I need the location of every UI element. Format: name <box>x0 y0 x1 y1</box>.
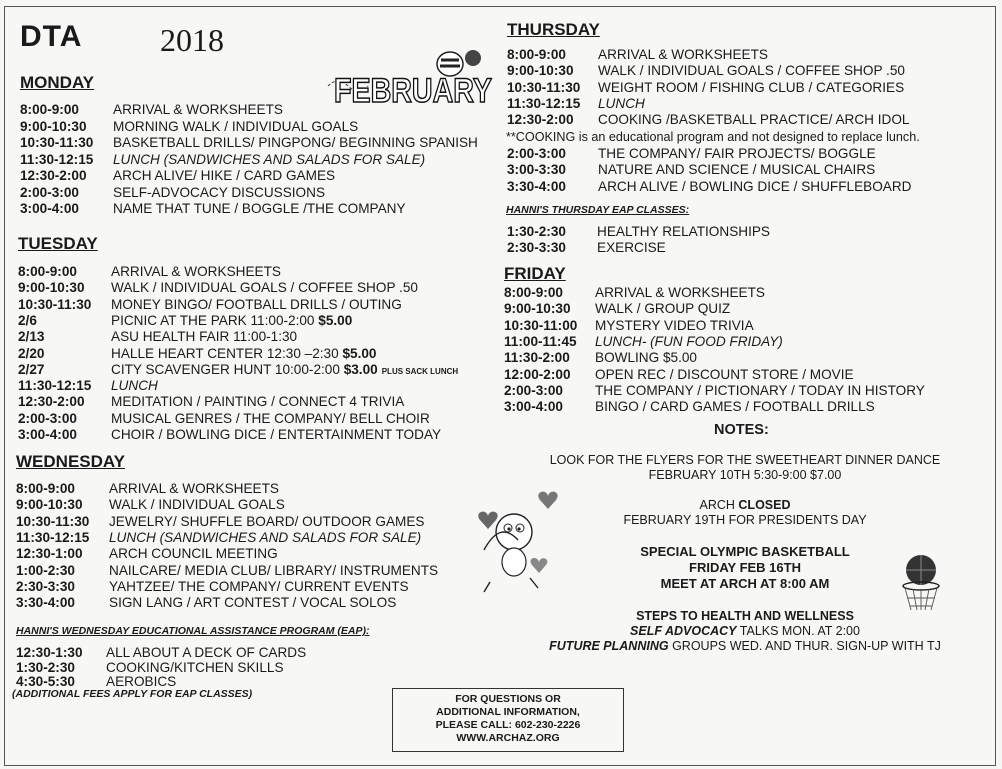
row-time: 12:30-2:00 <box>20 168 87 183</box>
contact-website: WWW.ARCHAZ.ORG <box>456 732 560 744</box>
row-activity-text: LUNCH- (FUN FOOD FRIDAY) <box>595 333 783 349</box>
schedule-row <box>16 563 496 579</box>
self-advocacy-note: SELF ADVOCACY TALKS MON. AT 2:00 <box>630 624 860 638</box>
schedule-row <box>507 146 987 162</box>
row-activity-text: NAILCARE/ MEDIA CLUB/ LIBRARY/ INSTRUMENTS <box>109 562 439 578</box>
row-activity-text: WALK / INDIVIDUAL GOALS <box>109 497 285 513</box>
schedule-row <box>18 427 498 443</box>
eap-fee-note: (ADDITIONAL FEES APPLY FOR EAP CLASSES) <box>12 688 253 700</box>
row-time: 11:00-11:45 <box>504 333 577 349</box>
dance-note-line2: FEBRUARY 10TH 5:30-9:00 $7.00 <box>648 468 842 482</box>
schedule-row <box>507 240 987 256</box>
contact-line2: ADDITIONAL INFORMATION, <box>436 706 580 718</box>
row-activity-text: NAME THAT TUNE / BOGGLE /THE COMPANY <box>113 201 406 216</box>
row-activity <box>109 481 279 497</box>
row-time: 3:00-4:00 <box>504 399 563 415</box>
schedule-row <box>507 224 987 240</box>
row-activity-text: ARRIVAL & WORKSHEETS <box>595 285 765 300</box>
schedule-row <box>18 297 498 313</box>
row-activity <box>598 179 911 195</box>
schedule-row <box>504 301 984 317</box>
row-activity-text: LUNCH <box>598 95 645 111</box>
row-time: 8:00-9:00 <box>507 47 566 62</box>
schedule-row <box>20 102 500 118</box>
steps-title: STEPS TO HEALTH AND WELLNESS <box>636 609 854 623</box>
row-time: 12:30-1:00 <box>16 546 83 562</box>
row-activity-text: SELF-ADVOCACY DISCUSSIONS <box>113 184 326 200</box>
row-activity <box>113 185 325 201</box>
row-time: 2:00-3:00 <box>507 146 566 161</box>
row-activity <box>598 96 645 112</box>
row-activity <box>598 112 909 128</box>
row-activity <box>113 119 358 135</box>
row-time: 10:30-11:00 <box>504 317 578 333</box>
row-activity-text: BINGO / CARD GAMES / FOOTBALL DRILLS <box>595 399 875 415</box>
row-activity-text: PICNIC AT THE PARK 11:00-2:00 <box>111 312 319 328</box>
row-price: $5.00 <box>318 312 353 328</box>
row-activity <box>109 563 438 579</box>
row-activity <box>598 162 875 178</box>
wednesday-eap-title: HANNI'S WEDNESDAY EDUCATIONAL ASSISTANCE PROGRAM (EAP): <box>16 625 370 637</box>
row-time: 2/6 <box>18 312 37 328</box>
contact-line3: PLEASE CALL: 602-230-2226 <box>435 719 581 731</box>
row-activity <box>111 378 158 394</box>
row-activity <box>113 135 478 151</box>
row-activity <box>109 497 285 513</box>
schedule-row <box>504 318 984 334</box>
row-activity-text: AEROBICS <box>106 674 177 689</box>
row-activity <box>111 264 281 280</box>
row-time: 2:30-3:30 <box>16 578 75 594</box>
schedule-row <box>507 179 987 195</box>
schedule-row <box>20 152 500 168</box>
row-activity <box>595 334 783 350</box>
row-activity-text: ARRIVAL & WORKSHEETS <box>598 47 768 62</box>
schedule-row <box>507 96 987 112</box>
row-activity <box>597 240 666 256</box>
monday-heading: MONDAY <box>20 73 94 92</box>
cupid-bird-image <box>470 490 570 605</box>
row-time: 4:30-5:30 <box>16 674 75 689</box>
schedule-row <box>507 80 987 96</box>
row-activity-text: HALLE HEART CENTER 12:30 –2:30 <box>111 345 343 361</box>
row-time: 9:00-10:30 <box>20 118 87 134</box>
row-activity-text: WALK / INDIVIDUAL GOALS / COFFEE SHOP .50 <box>111 280 418 296</box>
row-activity-text: LUNCH (SANDWICHES AND SALADS FOR SALE) <box>113 151 426 167</box>
schedule-row <box>507 63 987 79</box>
row-time: 10:30-11:30 <box>18 296 92 312</box>
row-time: 1:00-2:30 <box>16 562 75 578</box>
row-activity <box>597 224 770 240</box>
row-activity <box>113 201 406 217</box>
thursday-eap-title: HANNI'S THURSDAY EAP CLASSES: <box>506 204 690 216</box>
schedule-row <box>16 595 496 611</box>
row-activity <box>111 346 377 362</box>
row-activity <box>595 285 765 301</box>
row-activity <box>595 383 925 399</box>
row-time: 1:30-2:30 <box>507 224 566 239</box>
row-activity <box>113 168 335 184</box>
row-activity <box>111 362 458 380</box>
row-time: 9:00-10:30 <box>504 301 571 317</box>
row-activity-text: ARRIVAL & WORKSHEETS <box>113 102 283 117</box>
row-activity-text: MYSTERY VIDEO TRIVIA <box>595 317 754 333</box>
row-time: 1:30-2:30 <box>16 659 75 675</box>
row-activity-text: YAHTZEE/ THE COMPANY/ CURRENT EVENTS <box>109 578 409 594</box>
row-activity <box>595 318 754 334</box>
tuesday-heading: TUESDAY <box>18 234 98 253</box>
row-time: 3:30-4:00 <box>16 595 75 611</box>
row-activity-text: ARRIVAL & WORKSHEETS <box>111 264 281 279</box>
schedule-row <box>507 47 987 63</box>
row-activity-text: ARCH ALIVE / BOWLING DICE / SHUFFLEBOARD <box>598 178 912 194</box>
closed-note-line2: FEBRUARY 19TH FOR PRESIDENTS DAY <box>623 513 867 527</box>
row-activity <box>109 514 424 530</box>
row-activity-text: THE COMPANY/ FAIR PROJECTS/ BOGGLE <box>598 146 876 161</box>
row-price: $3.00 <box>343 361 378 377</box>
row-time: 2:00-3:00 <box>18 410 77 426</box>
row-activity <box>113 102 283 118</box>
svg-text:FEBRUARY: FEBRUARY <box>334 72 493 110</box>
row-activity-text: EXERCISE <box>597 240 666 255</box>
row-activity <box>595 350 697 366</box>
row-activity-text: MEDITATION / PAINTING / CONNECT 4 TRIVIA <box>111 394 405 410</box>
row-activity <box>109 530 421 546</box>
row-time: 10:30-11:30 <box>507 79 581 95</box>
row-activity <box>109 546 278 562</box>
row-time: 11:30-2:00 <box>504 350 570 366</box>
year-title: 2018 <box>160 22 224 58</box>
row-activity-text: MORNING WALK / INDIVIDUAL GOALS <box>113 118 359 134</box>
schedule-row <box>16 530 496 546</box>
row-time: 3:00-4:00 <box>18 427 77 442</box>
row-activity-text: ASU HEALTH FAIR 11:00-1:30 <box>111 329 298 345</box>
org-title: DTA <box>20 20 83 53</box>
row-activity-text: ARCH ALIVE/ HIKE / CARD GAMES <box>113 168 336 183</box>
row-activity-text: WALK / GROUP QUIZ <box>595 301 731 317</box>
schedule-row <box>18 280 498 296</box>
row-activity-text: THE COMPANY / PICTIONARY / TODAY IN HISTORY <box>595 382 925 398</box>
row-activity-text: LUNCH (SANDWICHES AND SALADS FOR SALE) <box>109 529 422 545</box>
schedule-row <box>16 481 496 497</box>
schedule-row <box>16 579 496 595</box>
row-time: 8:00-9:00 <box>20 102 79 117</box>
row-price: $5.00 <box>342 345 377 361</box>
schedule-row <box>504 399 984 415</box>
olympic-line3: MEET AT ARCH AT 8:00 AM <box>660 576 830 591</box>
row-activity-text: MUSICAL GENRES / THE COMPANY/ BELL CHOIR <box>111 410 430 426</box>
row-activity-text: CHOIR / BOWLING DICE / ENTERTAINMENT TODAY <box>111 427 442 442</box>
row-time: 8:00-9:00 <box>16 481 75 496</box>
cooking-note: **COOKING is an educational program and not designed to replace lunch. <box>506 130 920 144</box>
schedule-row <box>504 367 984 383</box>
row-time: 3:00-3:30 <box>507 162 566 178</box>
schedule-row <box>20 119 500 135</box>
row-activity-text: WEIGHT ROOM / FISHING CLUB / CATEGORIES <box>598 79 905 95</box>
row-time: 11:30-12:15 <box>20 151 94 167</box>
row-activity <box>111 297 402 313</box>
row-time: 2/20 <box>18 345 45 361</box>
row-activity-text: OPEN REC / DISCOUNT STORE / MOVIE <box>595 366 854 382</box>
schedule-row <box>504 285 984 301</box>
row-activity <box>111 313 352 329</box>
row-time: 11:30-12:15 <box>507 95 581 111</box>
row-activity-text: NATURE AND SCIENCE / MUSICAL CHAIRS <box>598 162 876 178</box>
row-activity-text: ALL ABOUT A DECK OF CARDS <box>106 645 307 660</box>
basketball-hoop-image <box>895 552 947 619</box>
schedule-row <box>16 546 496 562</box>
schedule-row <box>18 264 498 280</box>
row-activity-text: MONEY BINGO/ FOOTBALL DRILLS / OUTING <box>111 296 402 312</box>
schedule-row <box>18 346 498 362</box>
row-activity-text: CITY SCAVENGER HUNT 10:00-2:00 <box>111 361 344 377</box>
notes-heading: NOTES: <box>714 422 769 438</box>
row-time: 2/27 <box>18 361 45 377</box>
contact-box <box>392 688 624 752</box>
row-time: 9:00-10:30 <box>16 497 83 513</box>
row-time: 3:30-4:00 <box>507 178 566 194</box>
row-time: 8:00-9:00 <box>504 285 563 300</box>
row-note: PLUS SACK LUNCH <box>381 366 459 376</box>
row-activity <box>111 394 404 410</box>
row-activity <box>595 367 854 383</box>
row-time: 12:30-2:00 <box>18 394 85 410</box>
row-time: 11:30-12:15 <box>18 378 92 394</box>
row-activity <box>111 329 297 345</box>
row-activity <box>598 63 905 79</box>
row-time: 3:00-4:00 <box>20 201 79 216</box>
row-time: 8:00-9:00 <box>18 264 77 279</box>
row-activity <box>111 427 441 443</box>
future-planning-note: FUTURE PLANNING GROUPS WED. AND THUR. SIGN-UP WITH TJ <box>549 639 941 653</box>
row-activity <box>598 80 904 96</box>
schedule-row <box>20 135 500 151</box>
schedule-row <box>504 383 984 399</box>
row-activity-text: BOWLING $5.00 <box>595 350 697 366</box>
row-time: 9:00-10:30 <box>18 280 85 296</box>
schedule-row <box>18 378 498 394</box>
row-activity <box>595 399 875 415</box>
row-activity-text: JEWELRY/ SHUFFLE BOARD/ OUTDOOR GAMES <box>109 513 425 529</box>
schedule-row <box>20 185 500 201</box>
olympic-line1: SPECIAL OLYMPIC BASKETBALL <box>640 544 850 559</box>
schedule-row <box>504 334 984 350</box>
schedule-row <box>18 411 498 427</box>
row-activity-text: WALK / INDIVIDUAL GOALS / COFFEE SHOP .50 <box>598 63 905 79</box>
row-activity-text: COOKING/KITCHEN SKILLS <box>106 659 284 675</box>
thursday-heading: THURSDAY <box>507 20 600 39</box>
contact-line1: FOR QUESTIONS OR <box>455 693 561 705</box>
row-time: 2:00-3:00 <box>504 382 563 398</box>
schedule-row <box>18 394 498 410</box>
row-activity <box>109 579 409 595</box>
row-time: 10:30-11:30 <box>20 135 94 150</box>
olympic-line2: FRIDAY FEB 16TH <box>689 560 801 575</box>
row-activity <box>598 47 768 63</box>
wednesday-heading: WEDNESDAY <box>16 452 125 471</box>
row-activity <box>111 280 418 296</box>
schedule-row <box>18 329 498 345</box>
friday-heading: FRIDAY <box>504 264 566 283</box>
row-time: 10:30-11:30 <box>16 513 90 529</box>
row-time: 12:30-1:30 <box>16 645 83 660</box>
schedule-row <box>18 313 498 329</box>
schedule-row <box>16 497 496 513</box>
schedule-row <box>16 514 496 530</box>
row-activity-text: HEALTHY RELATIONSHIPS <box>597 224 770 239</box>
row-activity-text: LUNCH <box>111 378 158 394</box>
row-time: 12:00-2:00 <box>504 366 571 382</box>
row-time: 12:30-2:00 <box>507 112 574 128</box>
row-activity-text: SIGN LANG / ART CONTEST / VOCAL SOLOS <box>109 595 397 611</box>
schedule-row <box>18 362 498 378</box>
row-time: 9:00-10:30 <box>507 63 574 79</box>
row-activity <box>113 152 425 168</box>
row-time: 2:00-3:00 <box>20 184 79 200</box>
row-time: 2/13 <box>18 329 45 345</box>
row-activity <box>595 301 730 317</box>
schedule-row <box>20 201 500 217</box>
schedule-row <box>507 162 987 178</box>
row-activity-text: ARCH COUNCIL MEETING <box>109 546 278 562</box>
row-activity <box>598 146 876 162</box>
row-activity-text: COOKING /BASKETBALL PRACTICE/ ARCH IDOL <box>598 112 910 128</box>
row-time: 2:30-3:30 <box>507 240 566 255</box>
row-activity-text: BASKETBALL DRILLS/ PINGPONG/ BEGINNING SPANISH <box>113 135 478 150</box>
schedule-row <box>20 168 500 184</box>
row-activity-text: ARRIVAL & WORKSHEETS <box>109 481 279 496</box>
row-activity <box>111 411 430 427</box>
closed-note-line1: ARCH CLOSED <box>699 498 791 512</box>
schedule-row <box>507 112 987 128</box>
row-activity <box>109 595 396 611</box>
schedule-row <box>504 350 984 366</box>
row-time: 11:30-12:15 <box>16 529 90 545</box>
dance-note-line1: LOOK FOR THE FLYERS FOR THE SWEETHEART DINNER DANCE <box>549 453 941 467</box>
